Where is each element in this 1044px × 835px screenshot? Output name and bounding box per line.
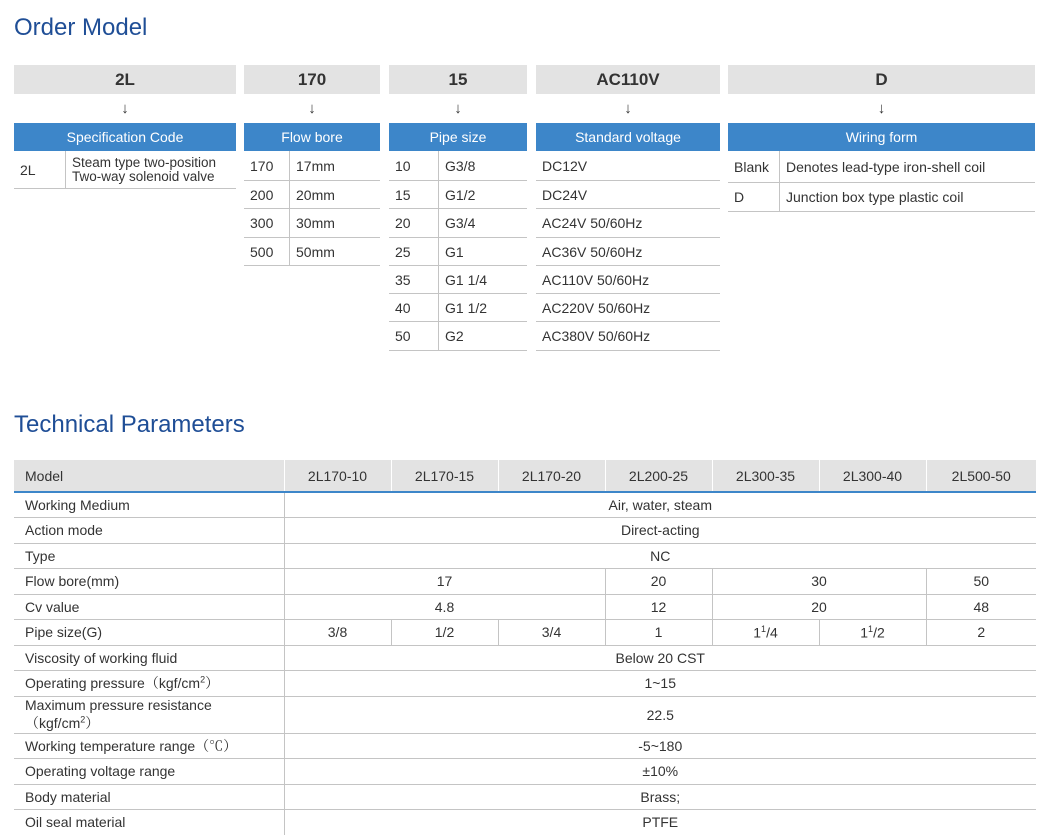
table-header-row: [14, 460, 1036, 492]
fraction: /2: [873, 624, 885, 641]
table-row: [14, 810, 1036, 835]
whole: 1: [753, 624, 762, 641]
table-cell: Direct-acting: [284, 518, 1036, 544]
column-header: 2L170-20: [498, 460, 605, 492]
column-header: 2L170-15: [391, 460, 498, 492]
superscript: 1: [761, 623, 767, 634]
code-value: G1 1/2: [445, 299, 488, 316]
column-header: 2L500-50: [926, 460, 1036, 492]
table-row: [14, 569, 1036, 595]
superscript: 2: [200, 674, 206, 685]
table-row: [14, 518, 1036, 544]
row-label: Action mode: [14, 518, 284, 544]
arrow-down-icon: ↓: [877, 100, 886, 117]
code-bar: 15: [389, 65, 527, 94]
column-header: 2L300-35: [712, 460, 819, 492]
code-key: 300: [244, 209, 290, 237]
column-header: Specification Code: [14, 123, 236, 151]
list-item: [389, 181, 527, 209]
row-label: Working Medium: [14, 492, 284, 518]
row-label: Body material: [14, 784, 284, 810]
label-text: Maximum pressure resistance（kgf/cm: [25, 696, 212, 731]
whole: 1: [860, 624, 869, 641]
list-item: [536, 151, 720, 181]
code-key: D: [728, 183, 780, 211]
column-header: Wiring form: [728, 123, 1035, 151]
row-label: Cv value: [14, 594, 284, 620]
table-cell: NC: [284, 543, 1036, 569]
column-header: Standard voltage: [536, 123, 720, 151]
column-header: 2L200-25: [605, 460, 712, 492]
row-label: Operating voltage range: [14, 759, 284, 785]
technical-parameters-title: Technical Parameters: [14, 411, 245, 438]
code-value: DC24V: [542, 186, 588, 203]
list-item: [536, 181, 720, 209]
table-cell: [819, 620, 926, 646]
table-row: [14, 671, 1036, 697]
table-cell: 3/4: [498, 620, 605, 646]
label-close: ）: [205, 675, 220, 692]
code-value: Junction box type plastic coil: [786, 189, 964, 205]
order-column-flow-bore: [244, 65, 380, 266]
code-value: G3/8: [445, 157, 476, 174]
list-item: [389, 238, 527, 266]
list-item: [389, 266, 527, 294]
column-header: Flow bore: [244, 123, 380, 151]
table-cell: Below 20 CST: [284, 645, 1036, 671]
arrow-down-icon: ↓: [624, 100, 632, 117]
list-item: [536, 294, 720, 322]
code-value: G2: [445, 328, 464, 344]
list-item: [389, 322, 527, 351]
row-label: Viscosity of working fluid: [14, 645, 284, 671]
table-cell: 48: [926, 594, 1036, 620]
code-key: Blank: [728, 151, 780, 182]
order-model-title: Order Model: [14, 14, 148, 41]
list-item: [244, 181, 380, 209]
row-label: Pipe size(G): [14, 620, 284, 646]
order-column-standard-voltage: [536, 65, 720, 351]
list-item: [536, 209, 720, 238]
list-item: [728, 151, 1035, 183]
code-value: Denotes lead-type iron-shell coil: [786, 158, 986, 175]
code-bar: AC110V: [536, 65, 720, 94]
table-cell: PTFE: [284, 810, 1036, 835]
order-column-pipe-size: [389, 65, 527, 351]
label-close: ）: [85, 714, 100, 731]
table-cell: 1~15: [284, 671, 1036, 697]
list-item: [244, 238, 380, 266]
code-value: AC110V 50/60Hz: [542, 271, 650, 288]
table-cell: -5~180: [284, 733, 1036, 759]
code-bar: D: [728, 65, 1035, 94]
table-cell: 22.5: [284, 696, 1036, 733]
table-cell: 20: [712, 594, 926, 620]
technical-parameters-table: [14, 460, 1036, 835]
code-value: AC36V 50/60Hz: [542, 243, 643, 260]
list-item: [536, 322, 720, 351]
code-key: 35: [389, 266, 439, 293]
column-header: Model: [14, 460, 284, 492]
table-cell: [712, 620, 819, 646]
code-value: 30mm: [296, 215, 335, 231]
table-row: [14, 492, 1036, 518]
code-key: 50: [389, 322, 439, 350]
column-header: 2L170-10: [284, 460, 391, 492]
list-item: [536, 266, 720, 294]
fraction: /4: [766, 624, 778, 641]
list-item: [244, 209, 380, 238]
table-cell: ±10%: [284, 759, 1036, 785]
table-cell: 20: [605, 569, 712, 595]
arrow-down-icon: ↓: [454, 100, 462, 117]
row-label: Flow bore(mm): [14, 569, 284, 595]
arrow-down-icon: ↓: [121, 100, 129, 117]
code-description: [66, 151, 216, 188]
table-cell: 1/2: [391, 620, 498, 646]
table-cell: 30: [712, 569, 926, 595]
label-text: Operating pressure（kgf/cm: [25, 675, 201, 692]
code-value: G3/4: [445, 215, 476, 231]
code-value: 20mm: [296, 186, 335, 203]
arrow-down-icon: ↓: [308, 100, 316, 117]
code-value: AC24V 50/60Hz: [542, 215, 643, 231]
table-cell: Brass;: [284, 784, 1036, 810]
code-key: 20: [389, 209, 439, 237]
table-cell: Air, water, steam: [284, 492, 1036, 518]
superscript: 1: [868, 623, 874, 634]
table-row: [14, 696, 1036, 733]
list-item: [389, 294, 527, 322]
table-cell: 4.8: [284, 594, 605, 620]
table-row: [14, 733, 1036, 759]
code-key: 15: [389, 181, 439, 208]
order-column-spec-code: [14, 65, 236, 189]
code-value: G1 1/4: [445, 271, 488, 288]
code-value: G1/2: [445, 186, 476, 203]
table-row: [14, 543, 1036, 569]
table-row: [14, 620, 1036, 646]
list-item: [389, 151, 527, 181]
code-key: 2L: [14, 151, 66, 188]
list-item: [14, 151, 236, 189]
row-label: Type: [14, 543, 284, 569]
table-cell: 2: [926, 620, 1036, 646]
code-value: DC12V: [542, 157, 588, 174]
row-label: [14, 696, 284, 733]
superscript: 2: [80, 713, 86, 724]
list-item: [244, 151, 380, 181]
table-cell: 17: [284, 569, 605, 595]
row-label: Working temperature range（℃）: [14, 733, 284, 759]
table-row: [14, 784, 1036, 810]
code-key: 200: [244, 181, 290, 208]
table-cell: 1: [605, 620, 712, 646]
order-column-wiring-form: [728, 65, 1035, 212]
column-header: 2L300-40: [819, 460, 926, 492]
list-item: [536, 238, 720, 266]
code-value: G1: [445, 243, 464, 260]
row-label: Oil seal material: [14, 810, 284, 835]
column-header: Pipe size: [389, 123, 527, 151]
code-value: 17mm: [296, 157, 335, 174]
table-cell: 50: [926, 569, 1036, 595]
table-row: [14, 645, 1036, 671]
code-bar: 2L: [14, 65, 236, 94]
list-item: [728, 183, 1035, 212]
list-item: [389, 209, 527, 238]
code-value: AC380V 50/60Hz: [542, 328, 651, 344]
code-value: 50mm: [296, 243, 335, 260]
table-cell: 3/8: [284, 620, 391, 646]
code-bar: 170: [244, 65, 380, 94]
table-row: [14, 594, 1036, 620]
code-key: 500: [244, 238, 290, 265]
table-cell: 12: [605, 594, 712, 620]
row-label: [14, 671, 284, 697]
table-row: [14, 759, 1036, 785]
description-line-2: Two-way solenoid valve: [72, 168, 215, 184]
code-key: 25: [389, 238, 439, 265]
description-line-1: Steam type two-position: [72, 154, 217, 170]
code-value: AC220V 50/60Hz: [542, 299, 651, 316]
code-key: 40: [389, 294, 439, 321]
code-key: 170: [244, 151, 290, 180]
code-key: 10: [389, 151, 439, 180]
